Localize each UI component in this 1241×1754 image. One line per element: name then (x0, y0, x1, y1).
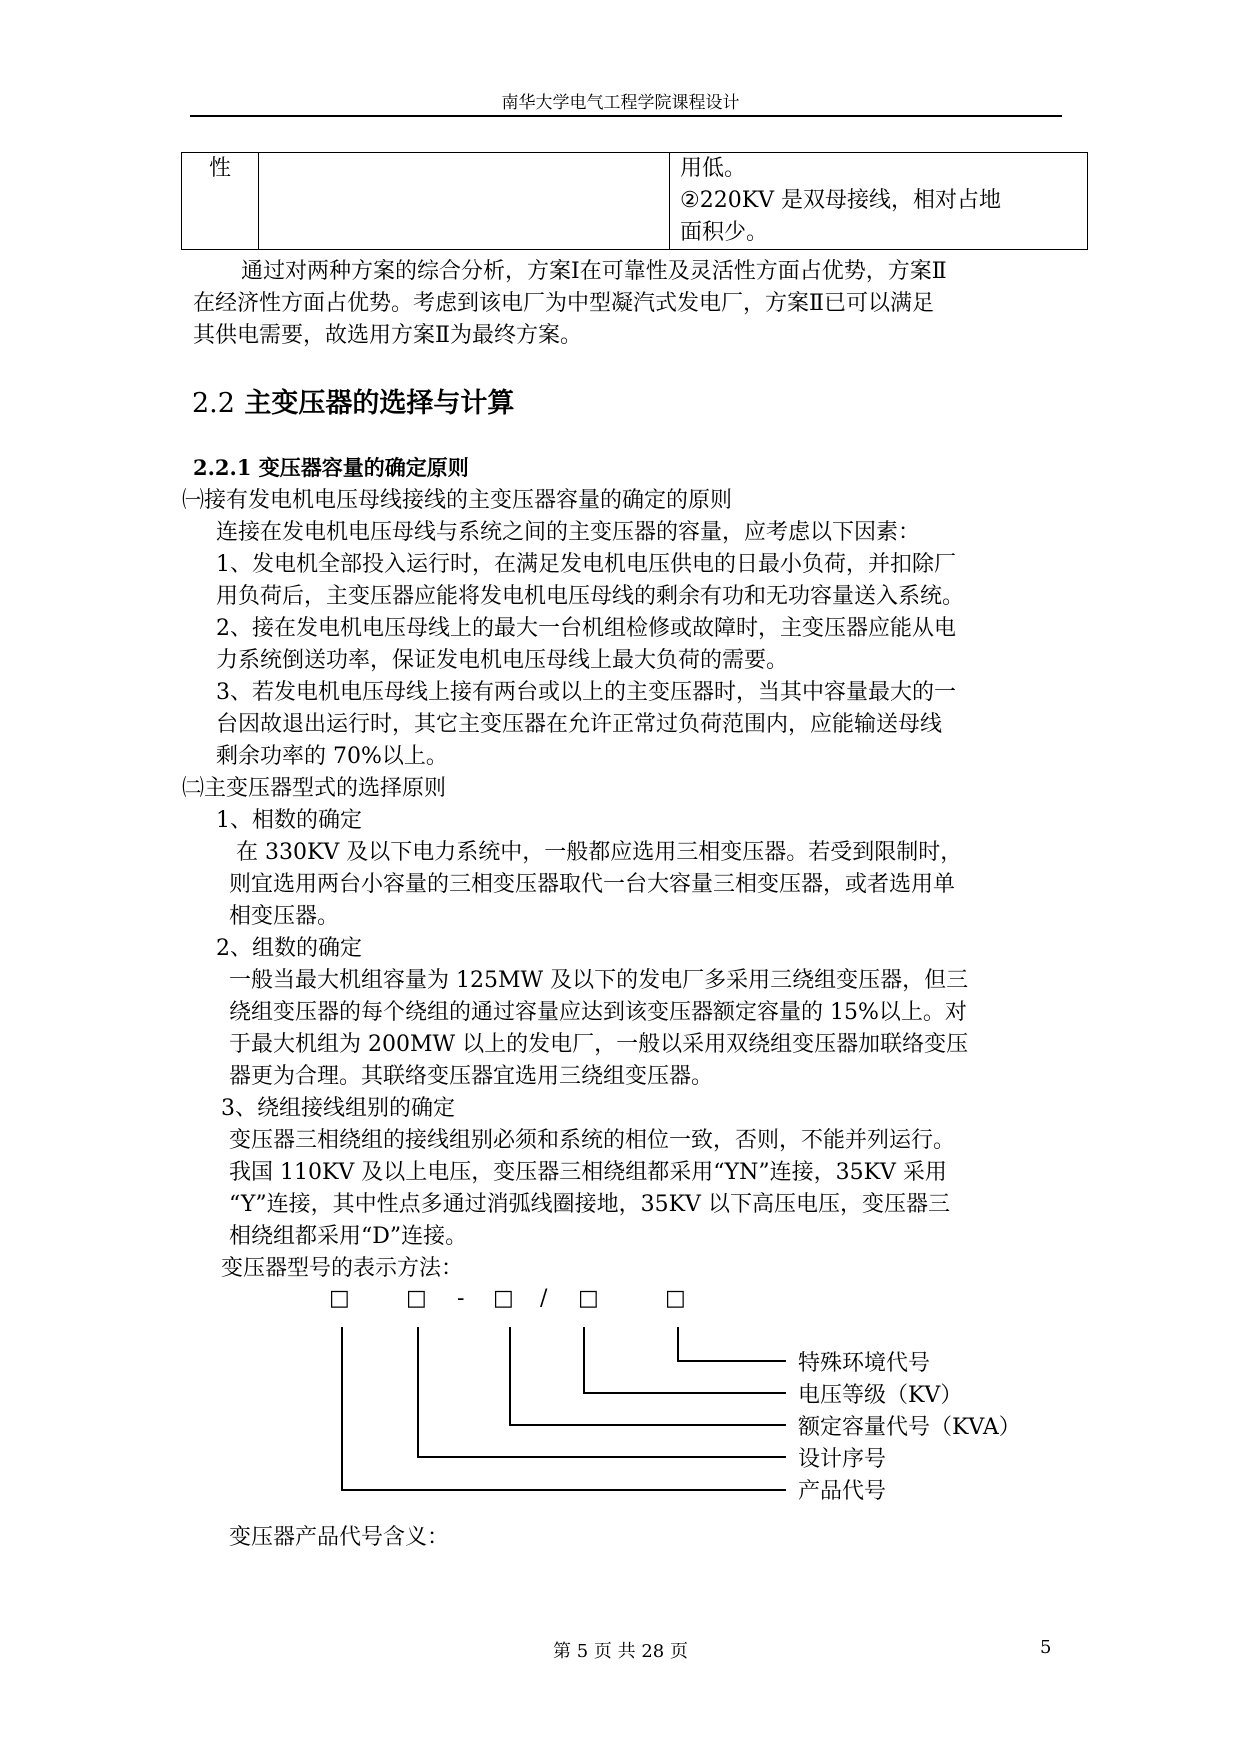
box-symbol: □ (329, 1286, 350, 1311)
box-symbol: □ (665, 1286, 686, 1311)
notation-label: 设计序号 (798, 1447, 887, 1472)
table-cell-label: 性 (182, 153, 259, 250)
body-line: 一般当最大机组容量为 125MW 及以下的发电厂多采用三绕组变压器，但三 (229, 968, 969, 993)
body-line: 连接在发电机电压母线与系统之间的主变压器的容量，应考虑以下因素： (216, 520, 921, 545)
body-line: 3、若发电机电压母线上接有两台或以上的主变压器时，当其中容量最大的一 (216, 680, 956, 705)
section-heading: 2.2 主变压器的选择与计算 (192, 388, 515, 419)
body-line: 1、相数的确定 (216, 808, 362, 833)
body-line: 2、接在发电机电压母线上的最大一台机组检修或故障时，主变压器应能从电 (216, 616, 956, 641)
body-line: ㈡主变压器型式的选择原则 (182, 776, 447, 801)
body-line: 相绕组都采用“D”连接。 (229, 1224, 468, 1249)
separator-symbol: / (540, 1286, 548, 1311)
body-line: “Y”连接，其中性点多通过消弧线圈接地，35KV 以下高压电压，变压器三 (229, 1192, 950, 1217)
notation-label: 产品代号 (798, 1479, 887, 1504)
box-symbol: □ (578, 1286, 599, 1311)
notation-label: 电压等级（KV） (798, 1383, 963, 1408)
body-line: 相变压器。 (229, 904, 340, 929)
table-cell-line: ②220KV 是双母接线，相对占地 (680, 188, 1002, 213)
summary-line: 其供电需要，故选用方案Ⅱ为最终方案。 (193, 323, 582, 348)
page-number: 5 (1040, 1637, 1052, 1658)
body-line: 变压器型号的表示方法： (221, 1256, 464, 1281)
table-cell-line: 用低。 (680, 156, 747, 181)
body-line: 则宜选用两台小容量的三相变压器取代一台大容量三相变压器，或者选用单 (229, 872, 956, 897)
page-footer: 第 5 页 共 28 页 (553, 1641, 688, 1662)
body-line: 变压器三相绕组的接线组别必须和系统的相位一致，否则，不能并列运行。 (229, 1128, 956, 1153)
body-line: 力系统倒送功率，保证发电机电压母线上最大负荷的需要。 (216, 648, 789, 673)
summary-line: 通过对两种方案的综合分析，方案Ⅰ在可靠性及灵活性方面占优势，方案Ⅱ (241, 259, 947, 284)
body-line: 器更为合理。其联络变压器宜选用三绕组变压器。 (229, 1064, 714, 1089)
body-line: 我国 110KV 及以上电压，变压器三相绕组都采用“YN”连接，35KV 采用 (229, 1160, 947, 1185)
body-line: 2、组数的确定 (216, 936, 362, 961)
closing-line: 变压器产品代号含义： (229, 1525, 450, 1550)
box-symbol: □ (406, 1286, 427, 1311)
notation-label: 特殊环境代号 (798, 1351, 931, 1376)
body-line: 在 330KV 及以下电力系统中，一般都应选用三相变压器。若受到限制时， (236, 840, 963, 865)
subsection-heading: 2.2.1 变压器容量的确定原则 (193, 455, 469, 480)
notation-label: 额定容量代号（KVA） (798, 1415, 1021, 1440)
box-symbol: □ (493, 1286, 514, 1311)
table-cell-line: 面积少。 (680, 220, 769, 245)
body-line: 1、发电机全部投入运行时，在满足发电机电压供电的日最小负荷，并扣除厂 (216, 552, 956, 577)
body-line: 剩余功率的 70%以上。 (216, 744, 448, 769)
body-line: 用负荷后，主变压器应能将发电机电压母线的剩余有功和无功容量送入系统。 (216, 584, 965, 609)
body-line: 台因故退出运行时，其它主变压器在允许正常过负荷范围内，应能输送母线 (216, 712, 943, 737)
body-line: ㈠接有发电机电压母线接线的主变压器容量的确定的原则 (182, 488, 733, 513)
summary-line: 在经济性方面占优势。考虑到该电厂为中型凝汽式发电厂，方案Ⅱ已可以满足 (193, 291, 934, 316)
body-line: 于最大机组为 200MW 以上的发电厂，一般以采用双绕组变压器加联络变压 (229, 1032, 969, 1057)
page-header: 南华大学电气工程学院课程设计 (501, 93, 740, 113)
body-line: 绕组变压器的每个绕组的通过容量应达到该变压器额定容量的 15%以上。对 (229, 1000, 967, 1025)
body-line: 3、绕组接线组别的确定 (221, 1096, 455, 1121)
separator-symbol: - (457, 1286, 465, 1311)
